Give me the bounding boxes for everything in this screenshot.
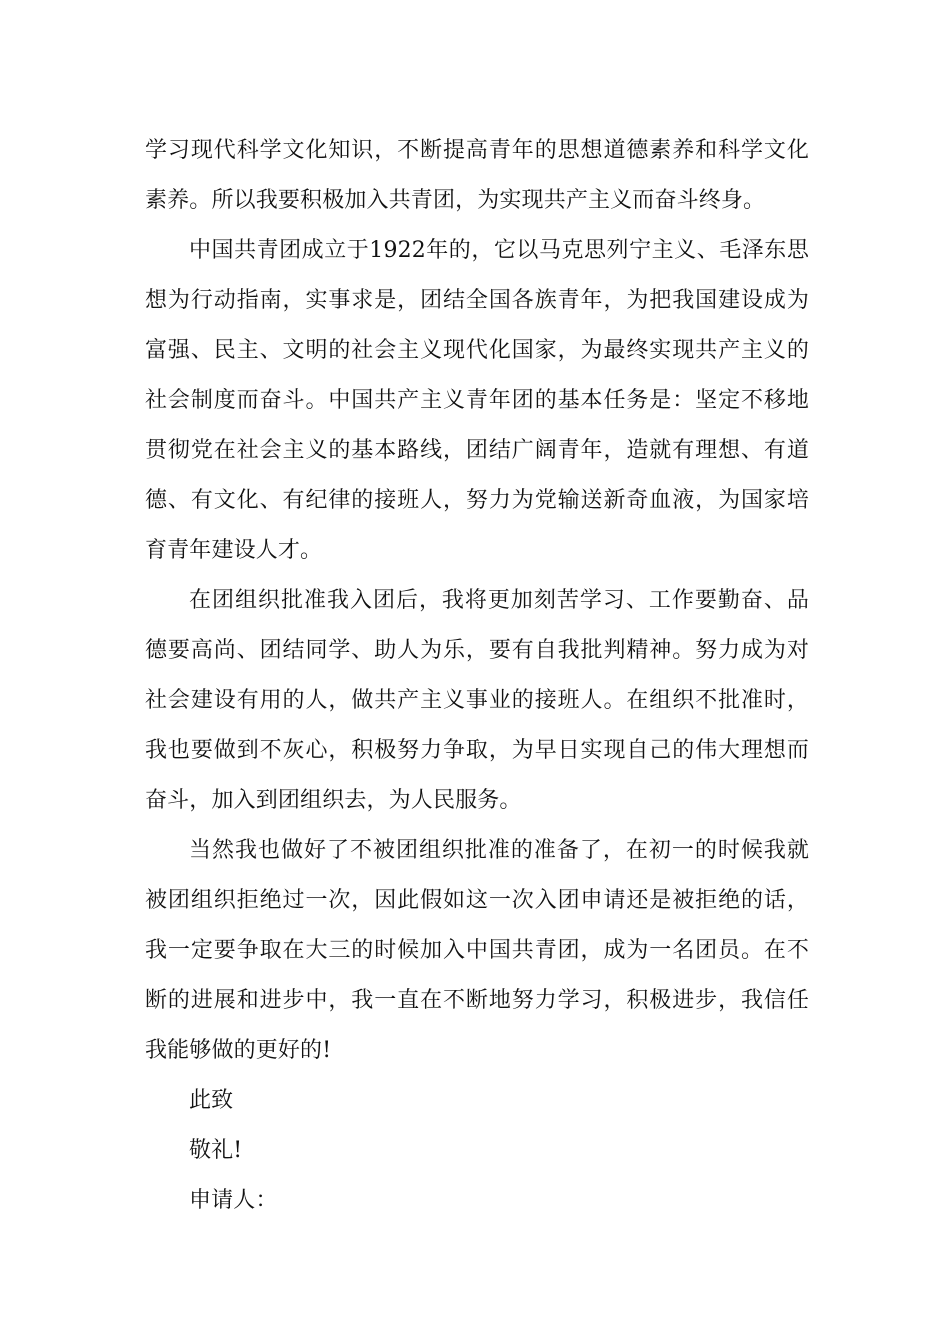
closing-regards: 敬礼! [189, 1138, 243, 1163]
paragraph-rejection-plan: 当然我也做好了不被团组织批准的准备了，在初一的时候我就被团组织拒绝过一次，因此假如这一次入团申请还是被拒绝的话，我一定要争取在大三的时候加入中国共青团，成为一名团员。在不断的进展和进步中，我一直在不断地努力学习，积极进步，我信任我能够做的更好的! [145, 838, 809, 1063]
paragraph-commitment: 在团组织批准我入团后，我将更加刻苦学习、工作要勤奋、品德要高尚、团结同学、助人为乐，要有自我批判精神。努力成为对社会建设有用的人，做共产主义事业的接班人。在组织不批准时，我也要做到不灰心，积极努力争取，为早日实现自己的伟大理想而奋斗，加入到团组织去，为人民服务。 [145, 588, 809, 813]
closing-salutation: 此致 [189, 1088, 234, 1113]
paragraph-continuation: 学习现代科学文化知识，不断提高青年的思想道德素养和科学文化素养。所以我要积极加入共青团，为实现共产主义而奋斗终身。 [145, 138, 809, 213]
paragraph-league-intro: 中国共青团成立于1922年的，它以马克思列宁主义、毛泽东思想为行动指南，实事求是，团结全国各族青年，为把我国建设成为富强、民主、文明的社会主义现代化国家，为最终实现共产主义的社会制度而奋斗。中国共产主义青年团的基本任务是：坚定不移地贯彻党在社会主义的基本路线，团结广阔青年，造就有理想、有道德、有文化、有纪律的接班人，努力为党输送新奇血液，为国家培育青年建设人才。 [145, 238, 809, 563]
applicant-label: 申请人： [189, 1188, 278, 1213]
letter-body [145, 126, 809, 1226]
